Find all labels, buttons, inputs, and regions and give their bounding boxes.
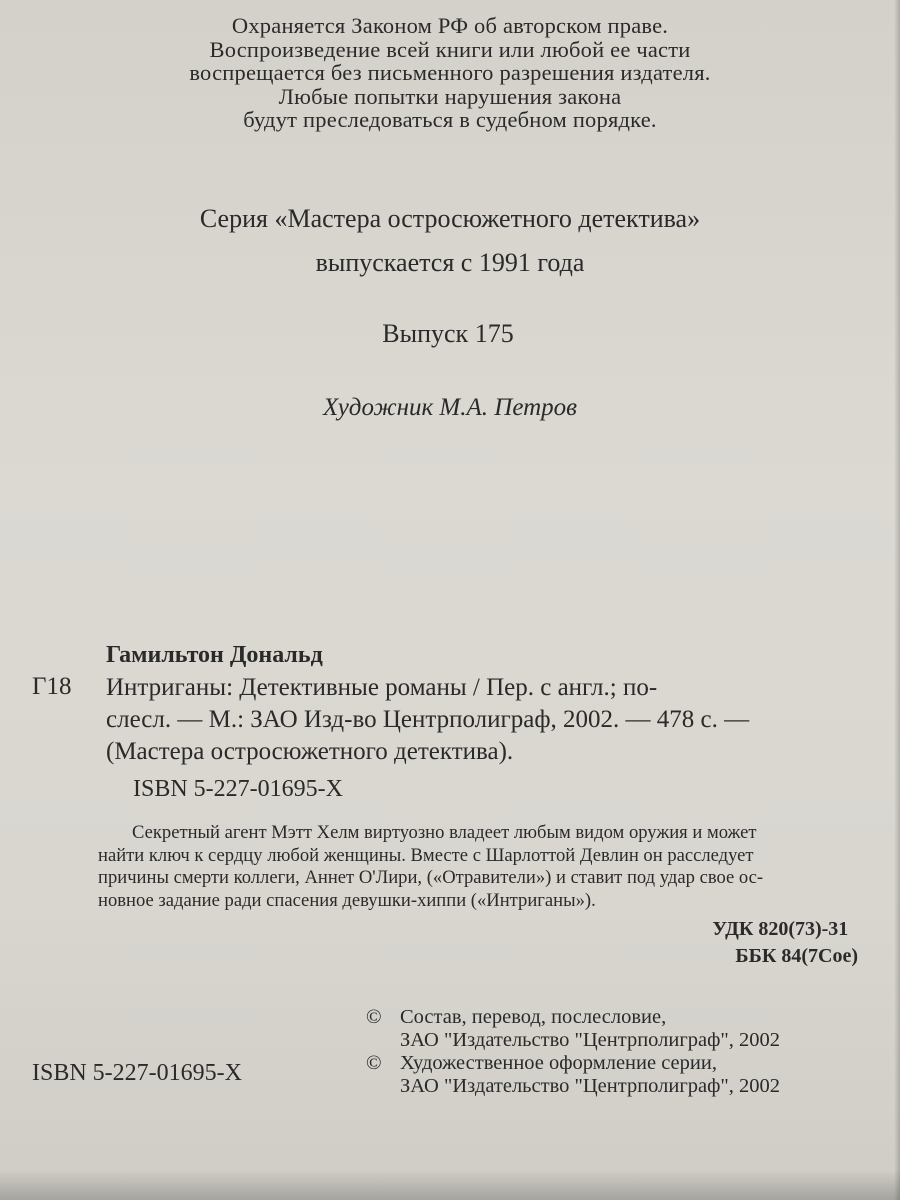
series-title: Серия «Мастера остросюжетного детектива» bbox=[199, 204, 701, 233]
copyright-item bbox=[366, 1006, 780, 1052]
catalog-entry bbox=[106, 672, 866, 768]
udk-code: УДК 820(73)-31 bbox=[712, 918, 849, 940]
copyright-holders bbox=[366, 1006, 780, 1098]
catalog-entry-line: слесл. — М.: ЗАО Изд-во Центрполиграф, 2002. — 478 с. — bbox=[106, 706, 750, 733]
book-annotation bbox=[98, 822, 868, 912]
annotation-line: причины смерти коллеги, Аннет О'Лири, («Отравители») и ставит под удар свое ос- bbox=[98, 867, 764, 888]
copyright-item bbox=[366, 1052, 780, 1098]
page-bottom-shadow bbox=[0, 1170, 900, 1200]
annotation-line: новное задание ради спасения девушки-хиппи («Интриганы»). bbox=[98, 889, 596, 911]
copyright-notice-line: Любые попытки нарушения закона bbox=[278, 83, 622, 109]
artist-credit: Художник М.А. Петров bbox=[323, 394, 577, 421]
issue-number: Выпуск 175 bbox=[382, 319, 514, 348]
copyright-line: Состав, перевод, послесловие, bbox=[400, 1006, 667, 1028]
copyright-line: ЗАО "Издательство "Центрполиграф", 2002 bbox=[400, 1075, 781, 1097]
copyright-notice bbox=[0, 14, 900, 132]
catalog-entry-line: Интриганы: Детективные романы / Пер. с англ.; по- bbox=[106, 674, 658, 701]
copyright-symbol: © bbox=[366, 1006, 382, 1028]
copyright-notice-line: воспрещается без письменного разрешения издателя. bbox=[189, 60, 711, 85]
copyright-notice-line: будут преследоваться в судебном порядке. bbox=[243, 107, 657, 132]
catalog-code: Г18 bbox=[32, 673, 72, 700]
copyright-line: ЗАО "Издательство "Центрполиграф", 2002 bbox=[400, 1029, 781, 1051]
isbn-bottom: ISBN 5-227-01695-X bbox=[32, 1060, 242, 1086]
catalog-entry-line: (Мастера остросюжетного детектива). bbox=[106, 738, 514, 765]
page-edge-shadow bbox=[894, 0, 900, 1200]
bbk-code: ББК 84(7Сое) bbox=[735, 945, 858, 967]
classification-codes bbox=[712, 916, 858, 970]
annotation-line: найти ключ к сердцу любой женщины. Вместе с Шарлоттой Девлин он расследует bbox=[98, 844, 754, 866]
series-since: выпускается с 1991 года bbox=[315, 248, 585, 277]
series-info bbox=[0, 197, 900, 285]
catalog-author: Гамильтон Дональд bbox=[106, 642, 323, 668]
catalog-isbn: ISBN 5-227-01695-X bbox=[133, 776, 343, 802]
copyright-notice-line: Охраняется Законом РФ об авторском праве. bbox=[231, 13, 669, 38]
annotation-line: Секретный агент Мэтт Хелм виртуозно владеет любым видом оружия и может bbox=[132, 822, 757, 843]
copyright-notice-line: Воспроизведение всей книги или любой ее части bbox=[209, 36, 691, 62]
copyright-symbol: © bbox=[366, 1052, 382, 1074]
copyright-line: Художественное оформление серии, bbox=[400, 1052, 717, 1074]
